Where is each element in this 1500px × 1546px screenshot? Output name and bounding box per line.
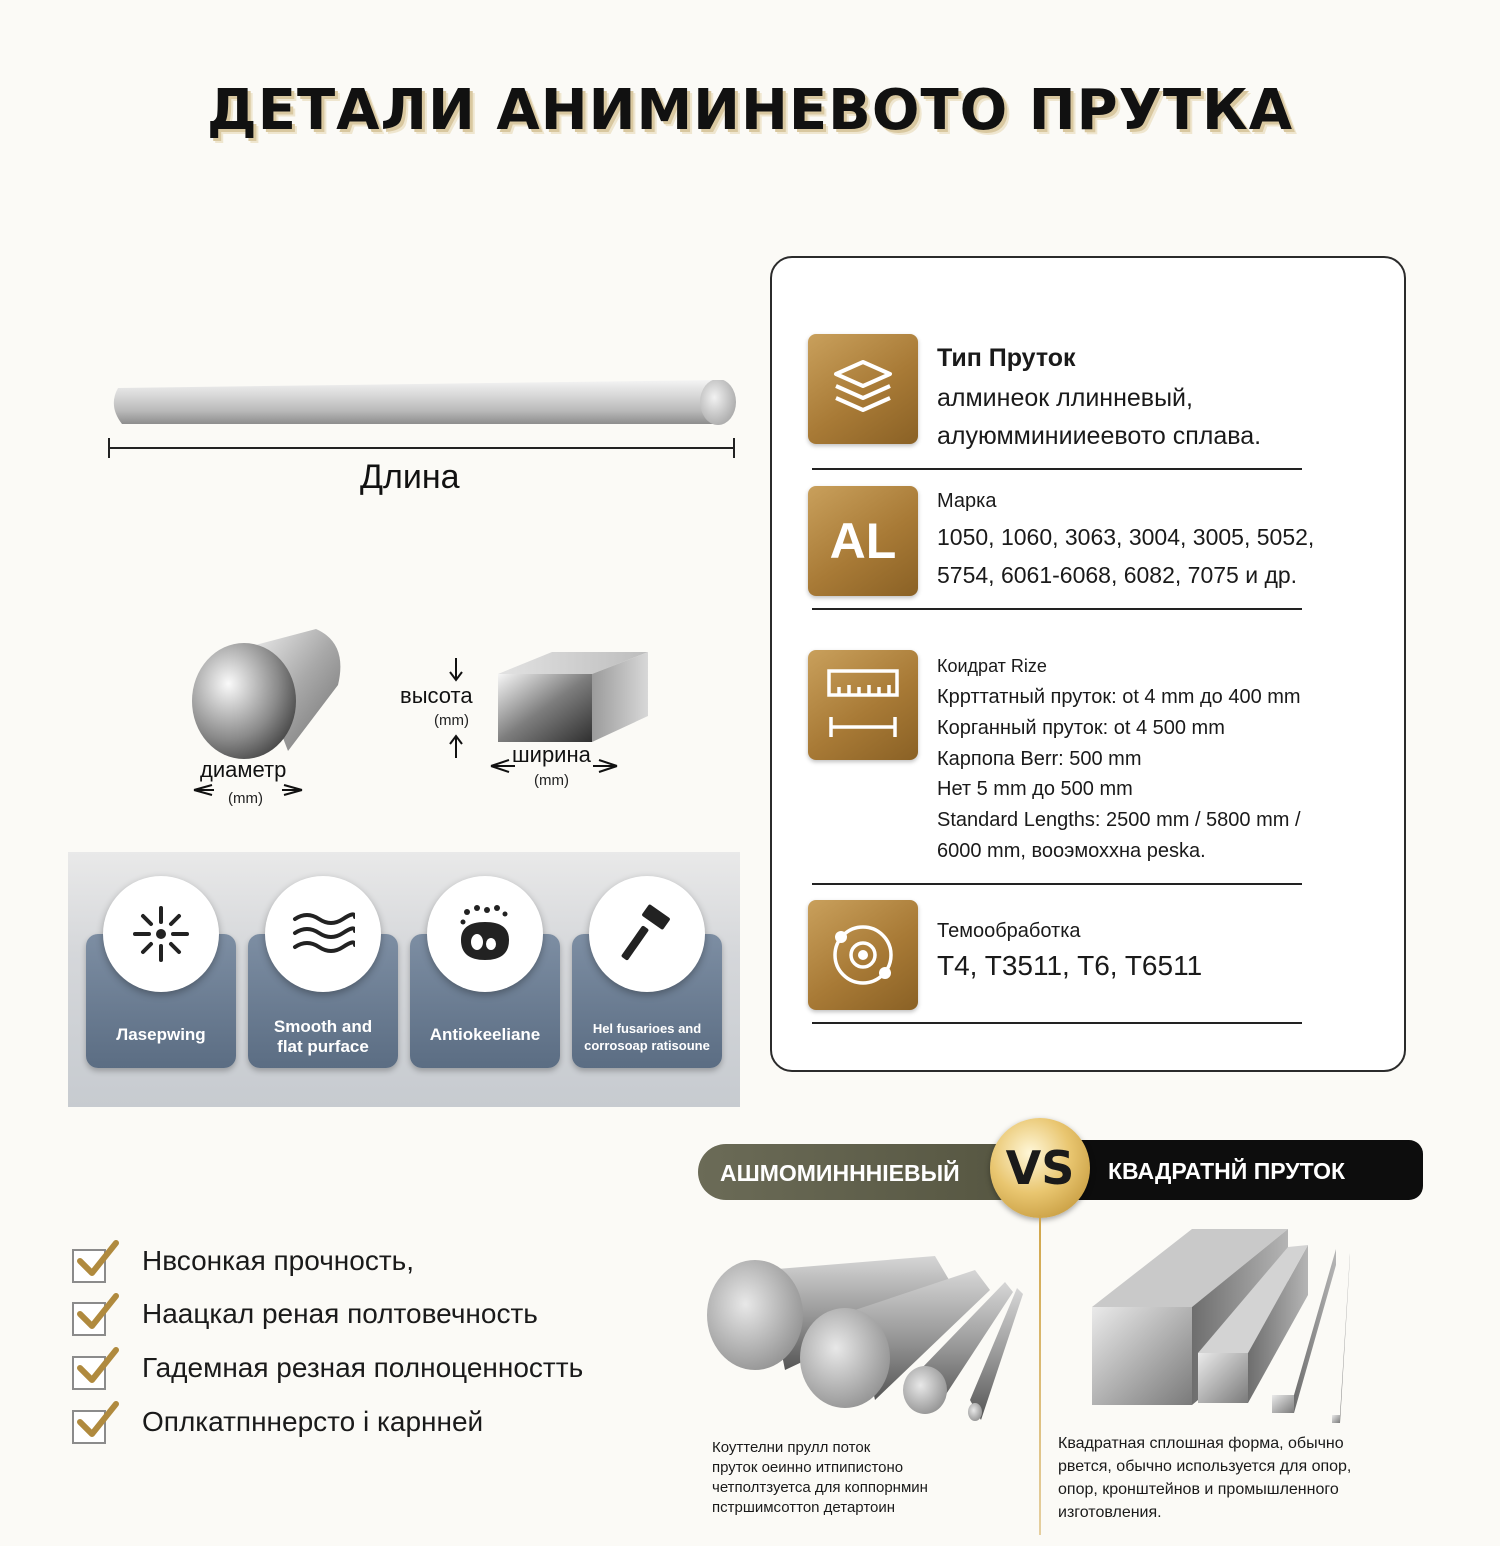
spec-card: [770, 256, 1406, 1072]
check-mark-icon: [76, 1400, 120, 1444]
droplet-icon: [427, 876, 543, 992]
diameter-unit: (mm): [228, 790, 263, 807]
divider: [812, 883, 1302, 885]
square-rod-caption: Квадратная сплошная форма, обычно рвется, обычно используется для опор, опор, кронштейнов и промышленного изготовления.: [1058, 1435, 1352, 1521]
divider: [812, 608, 1302, 610]
al-icon-text: AL: [829, 513, 897, 569]
divider: [812, 468, 1302, 470]
grade-line-2: 5754, 6061-6068, 6082, 7075 и др.: [937, 562, 1298, 588]
features-panel: [68, 852, 740, 1107]
type-heading: Тип Пруток: [937, 344, 1076, 372]
compare-right-title: КВАДРАТНЙ ПРУТОК: [1108, 1158, 1345, 1184]
checklist-text: Гадемная резная полноценностть: [142, 1352, 584, 1383]
checklist-text: Нвсонкая прочность,: [142, 1245, 415, 1276]
feature-label: Hel fusarioes and corrosoap ratisoune: [584, 1021, 710, 1053]
size-line-5: Standard Lengths: 2500 mm / 5800 mm /: [937, 809, 1301, 831]
diameter-label: диаметр: [200, 757, 287, 782]
al-grade-icon: [808, 486, 918, 596]
size-heading: Коидрат Rize: [937, 656, 1047, 676]
size-line-1: Кррттатный пруток: ot 4 mm до 400 mm: [937, 686, 1301, 708]
height-label: высота: [400, 683, 473, 708]
vs-badge: VS: [990, 1118, 1090, 1218]
grade-heading: Марка: [937, 490, 997, 512]
round-rod-caption: Коуттелни прулл поток пруток оеинно итпипистоно четполтзуетса для коппорнмин пстршимсоттоn детартоин: [712, 1439, 928, 1516]
divider: [812, 1022, 1302, 1024]
sparkle-icon: [103, 876, 219, 992]
square-rods-illustration: [1088, 1225, 1418, 1425]
width-unit: (mm): [534, 772, 569, 789]
rect-bar-illustration: [488, 650, 653, 745]
grade-line-1: 1050, 1060, 3063, 3004, 3005, 5052,: [937, 524, 1315, 550]
checklist-text: Наацкал реная полтовечность: [142, 1298, 538, 1329]
compare-divider: [1039, 1215, 1041, 1535]
type-line-1: алминеок ллинневый,: [937, 384, 1193, 412]
round-rods-illustration: [705, 1250, 1025, 1440]
check-mark-icon: [76, 1292, 120, 1336]
size-line-4: Нет 5 mm до 500 mm: [937, 778, 1133, 800]
ruler-icon: [808, 650, 918, 760]
width-label: ширина: [512, 742, 591, 767]
size-line-6: 6000 mm, вооэмохxна peska.: [937, 840, 1206, 862]
orbit-icon: [808, 900, 918, 1010]
checklist-text: Оплкатпннерсто і карнней: [142, 1406, 484, 1437]
size-line-3: Карпопа Berr: 500 mm: [937, 748, 1142, 770]
compare-right-banner: [1040, 1140, 1423, 1200]
size-line-2: Корганный пруток: ot 4 500 mm: [937, 717, 1225, 739]
feature-label: Лasepwing: [116, 1025, 206, 1044]
check-mark-icon: [76, 1346, 120, 1390]
compare-left-title: АШМОМИНННIЕВЫЙ: [720, 1160, 960, 1186]
treatment-value: T4, T3511, T6, T6511: [937, 950, 1203, 981]
layers-icon: [808, 334, 918, 444]
page-title: ДЕТАЛИ АНИМИНЕВОТО ПРУТКА: [206, 78, 1294, 143]
waves-icon: [265, 876, 381, 992]
hammer-icon: [589, 876, 705, 992]
length-label: Длина: [360, 458, 460, 496]
type-line-2: алуюмминииеевото сплава.: [937, 422, 1262, 450]
round-bar-illustration: [188, 625, 348, 765]
feature-label: Smooth and flat purface: [273, 1017, 373, 1056]
treatment-heading: Темообработка: [937, 920, 1081, 942]
feature-label: Antiokeeliane: [429, 1025, 541, 1044]
height-unit: (mm): [434, 712, 469, 729]
check-mark-icon: [76, 1239, 120, 1283]
